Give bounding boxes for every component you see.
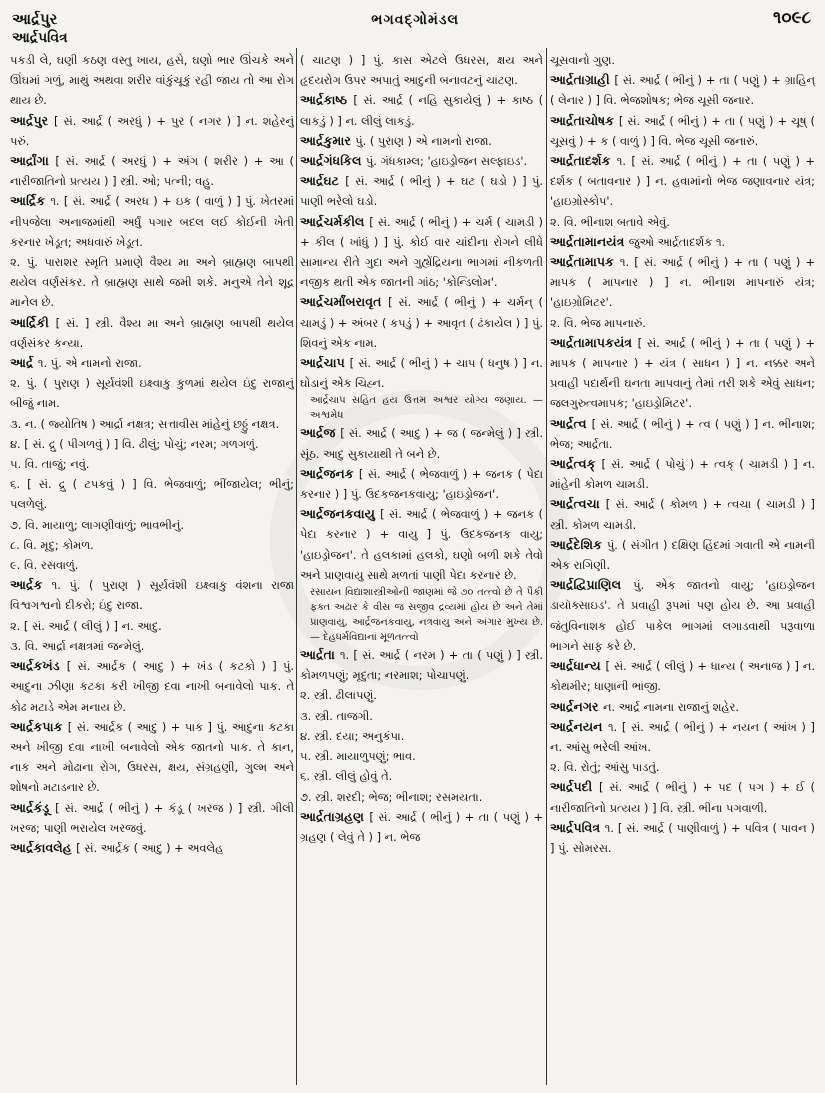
entry-headword: આર્દ્રતાગ્રાહી xyxy=(550,72,615,88)
entry-headword: આર્દ્રચાપ xyxy=(300,355,350,371)
entry-definition: [ સં. આર્દ્રક ( આદુ ) + પાક ] પું. આદુના કટકા અને ખીજી દવા નાખી બનાવેલો એક જાતનો પાક. તે કાન, નાક અને મોઢાના રોગ, ઉધરસ, ક્ષય, સંગ્રહણી, ગુલ્મ અને શોષનો મટાડનાર છે. xyxy=(10,719,294,795)
dictionary-entry xyxy=(300,131,543,151)
page-header xyxy=(12,6,811,28)
entry-definition: [ સં. આર્દ્ર ( ભીનું ) + કંડૂ ( ખરજ ) ] સ્ત્રી. ગીલી ખરજ; પાણી ભરાયેલ ખરજવું. xyxy=(10,800,294,835)
dictionary-entry xyxy=(550,232,815,252)
entry-headword: આર્દ્રકુમાર xyxy=(300,132,356,148)
dictionary-entry xyxy=(300,787,543,807)
entry-headword: આર્દ્રક xyxy=(10,577,52,593)
dictionary-entry xyxy=(300,504,543,585)
entry-definition: ચૂસવાનો ગુણ. xyxy=(550,53,616,67)
entry-definition: ( ચાટણ ) ] પું. કાસ એટલે ઉધરસ, ક્ષય અને હૃદયરોગ ઉપર અપાતું આદુની બનાવટનું ચાટણ. xyxy=(300,53,543,88)
dictionary-entry xyxy=(300,393,543,423)
dictionary-entry xyxy=(300,50,543,90)
entry-headword: આર્દ્રધાન્ય xyxy=(550,658,606,674)
dictionary-entry xyxy=(550,717,815,757)
dictionary-entry xyxy=(10,191,294,252)
entry-definition: ૧. પું. ( પુરાણ ) સૂર્યવંશી ઇક્ષ્વાકુ વંશના રાજા વિશ્વગશ્વનો દીકરો; ઇંદુ રાજા. xyxy=(10,578,294,613)
entry-definition: [ સં. આર્દ્ર ( અરધું ) + પુર ( નગર ) ] ન. શહેરનું પરું. xyxy=(10,113,294,148)
dictionary-entry xyxy=(10,616,294,636)
entry-definition: [ સં. આર્દ્ર ( ભીનું ) + તા ( પણું ) + ગ્રાહિન્ ( લેનાર ) ] વિ. ભેજશોષક; ભેજ ચૂસી જનાર. xyxy=(550,73,815,108)
dictionary-entry xyxy=(10,111,294,151)
entry-definition: જુઓ આર્દ્રતાદર્શક ૧. xyxy=(628,234,726,249)
entry-definition: ૧. [ સં. આર્દ્ર ( અરધ ) + ઇક ( વાળું ) ] પું. ખેતરમાં નીપજેલા અનાજમાંથી અર્ધું પગાર બદલ લઈ કોઈની ખેતી કરનાર ખેડૂત; અધવારું ખેડૂત. xyxy=(10,194,294,249)
dictionary-entry xyxy=(300,90,543,130)
entry-definition: [ સં. આર્દ્ર ( આદુ ) + જ ( જન્મેલું ) ] સ્ત્રી. સૂંઠ. આદુ સુકાયાથી તે બને છે. xyxy=(300,426,543,461)
entry-headword: આર્દ્રચર્મકીલ xyxy=(300,213,370,229)
entry-headword: આર્દ્રિક xyxy=(10,193,51,209)
dictionary-entry xyxy=(550,313,815,333)
dictionary-entry xyxy=(300,726,543,746)
entry-headword: આર્દ્રદેશિક xyxy=(550,536,607,552)
entry-definition: ૪. [ સં. દ્રુ ( પીગળવું ) ] વિ. ઢીલું; પોચું; નરમ; ગળગળું. xyxy=(10,436,259,451)
entry-definition: ૭. સ્ત્રી. શરદી; ભેજ; ભીનાશ; રસમયતા. xyxy=(300,789,483,804)
entry-headword: આર્દ્રપવિત્ર xyxy=(550,819,605,835)
entry-definition: [ સં. આર્દ્ર ( ભેજવાળું ) + જનક ( પેદા કરનાર ) ] પું. ઉદકજનકવાયુ; 'હાઇડ્રોજન'. xyxy=(300,466,543,502)
dictionary-entry xyxy=(10,535,294,555)
dictionary-entry xyxy=(550,494,815,534)
entry-definition: ૬. [ સં. દ્રુ ( ટપકવું ) ] વિ. ભેજવાળું; ભીંજાયેલ; ભીનું; પલળેલું. xyxy=(10,477,294,512)
entry-definition: ૧. [ સં. આર્દ્ર ( નરમ ) + તા ( પણું ) ] સ્ત્રી. કોમળપણું; મૃદુતા; નરમાશ; પોચાપણું. xyxy=(300,648,543,683)
dictionary-entry xyxy=(300,766,543,786)
entry-headword: આર્દ્રકાષ્ઠ xyxy=(300,92,354,108)
dictionary-entry xyxy=(10,555,294,575)
dictionary-entry xyxy=(550,454,815,494)
dictionary-entry xyxy=(550,818,815,858)
dictionary-entry xyxy=(550,656,815,696)
dictionary-entry xyxy=(550,333,815,414)
page-number: ૧૦૯૮ xyxy=(773,8,811,28)
dictionary-entry xyxy=(10,656,294,717)
entry-definition: ૨. [ સં. આર્દ્ર ( લીલું ) ] ન. આદુ. xyxy=(10,618,162,633)
entry-headword: આર્દ્રકંડૂ xyxy=(10,799,56,815)
dictionary-entry xyxy=(300,292,543,353)
column-2 xyxy=(300,50,543,1085)
dictionary-entry xyxy=(10,636,294,656)
entry-definition: [ સં. આર્દ્ર ( પોચું ) + ત્વક્ ( ચામડી ) ] ન. માંહેની કોમળ ચામડી. xyxy=(550,457,815,492)
dictionary-entry xyxy=(550,777,815,817)
entry-definition: ૨. સ્ત્રી. ઢીલાપણું. xyxy=(300,688,377,703)
column-3 xyxy=(550,50,815,1085)
entry-definition: ૭. વિ. માયાળુ; લાગણીવાળું; ભાવભીનું. xyxy=(10,517,184,532)
dictionary-entry xyxy=(300,685,543,705)
dictionary-entry xyxy=(300,807,543,847)
entry-definition: [ સં. આર્દ્રક ( આદુ ) + ખંડ ( કટકો ) ] પું. આદુના ઝીણા કટકા કરી ખીજી દવા નાખી બનાવેલો પાક. તે કોઢ મટાડે એમ મનાય છે. xyxy=(10,659,294,714)
entry-definition: ૫. સ્ત્રી. માયાળુપણું; ભાવ. xyxy=(300,749,416,764)
entry-definition: ૯. વિ. રસવાળું. xyxy=(10,558,79,573)
dictionary-entry xyxy=(300,464,543,504)
dictionary-entry xyxy=(10,515,294,535)
entry-headword: આર્દ્રતામાપકયંત્ર xyxy=(550,334,638,350)
entry-headword: આર્દ્રદ્વિપ્રાણિલ xyxy=(550,577,634,593)
entry-definition: પકડી લે, ઘણી કઠણ વસ્તુ ખાય, હસે, ઘણો ભાર ઊંચકે અને ઊંઘમાં ગળું, માથું અથવા શરીર વાંકુંચૂકું રહી જાય તો આ રોગ થાય છે. xyxy=(10,53,294,108)
entry-definition: ન. આર્દ્ર નામના રાજાનું શહેર. xyxy=(602,699,739,714)
entry-definition: પું. એક જાતનો વાયુ; 'હાઇડ્રોજન ડાયૉક્સાઇડ'. તે પ્રવાહી રૂપમાં પણ હોય છે. આ પ્રવાહી જંતુવિનાશક હોઈ પાકેલ ભાગમાં લગાડવાથી પરૂવાળા ભાગને સાફ કરે છે. xyxy=(550,578,815,653)
entry-headword: આર્દ્રજનક xyxy=(300,465,359,481)
entry-headword: આર્દ્રચર્માંબરાવૃત xyxy=(300,294,389,310)
dictionary-entry xyxy=(300,746,543,766)
dictionary-entry xyxy=(550,70,815,110)
dictionary-entry xyxy=(550,50,815,70)
dictionary-entry xyxy=(10,414,294,434)
entry-headword: આર્દ્રજ xyxy=(300,425,341,441)
entry-definition: [ સં. આર્દ્ર ( ભીનું ) + તા ( પણું ) + ચૂષ્ ( ચૂસવું ) + ક ( વાળું ) ] વિ. ભેજ ચૂસી જનારું. xyxy=(550,113,815,148)
header-book-title: ભગવદ્ગોમંડલ xyxy=(371,12,460,28)
entry-headword: આર્દ્રતામાનયંત્ર xyxy=(550,233,629,249)
entry-definition: ૨. વિ. ભીનાશ બતાવે એવું. xyxy=(550,214,670,229)
dictionary-entry xyxy=(10,373,294,413)
entry-definition: [ સં. આર્દ્ર ( ભીનું ) + પદ ( પગ ) + ઈ ( નારીજાતિનો પ્રત્યય ) ] વિ. સ્ત્રી. ભીના પગવાળી. xyxy=(550,780,815,815)
entry-definition: ૫. વિ. તાજું; નવું. xyxy=(10,457,90,472)
entry-definition: પું. ( સંગીત ) દક્ષિણ હિંદમાં ગવાતી એ નામની એક રાગિણી. xyxy=(550,537,815,573)
entry-headword: આર્દ્રનગર xyxy=(550,698,603,714)
entry-definition: [ સં. ] સ્ત્રી. વૈશ્ય મા અને બ્રાહ્મણ બાપથી થયેલ વર્ણસંકર કન્યા. xyxy=(10,315,294,350)
entry-definition: [ સં. આર્દ્ર ( ભીનું ) + ચાપ ( ધનુષ ) ] ન. ઘોડાનું એક ચિહ્ન. xyxy=(300,356,543,391)
entry-definition: [ સં. આર્દ્ર ( ભીનું ) + ચર્મન્ ( ચામડું ) + અંબર ( કપડું ) + આવૃત ( ઢંકાયેલ ) ] પું. શિવનું એક નામ. xyxy=(300,295,543,350)
dictionary-entry xyxy=(10,434,294,454)
dictionary-entry xyxy=(550,414,815,454)
entry-headword: આર્દ્રગંધકિલ xyxy=(300,153,366,169)
entry-headword: આર્દ્રતામાપક xyxy=(550,254,620,270)
entry-definition: [ સં. આર્દ્ર ( નહિ સુકાયેલું ) + કાષ્ઠ ( લાકડું ) ] ન. લીલું લાકડું. xyxy=(300,93,543,128)
dictionary-entry xyxy=(550,151,815,212)
entry-definition: ૧. [ સં. આર્દ્ર ( ભીનું ) + તા ( પણું ) + માપક ( માપનાર ) ] ન. ભીનાશ માપનારું યંત્ર; 'હાઇગ્રોમિટર'. xyxy=(550,255,815,310)
entry-definition: ૧. [ સં. આર્દ્ર ( પાણીવાળું ) + પવિત્ર ( પાવન ) ] પું. સોમરસ. xyxy=(550,820,815,855)
dictionary-entry xyxy=(10,717,294,798)
dictionary-entry xyxy=(300,706,543,726)
entry-headword: આર્દ્રકખંડ xyxy=(10,658,67,674)
entry-headword: આર્દ્રતાચોષક xyxy=(550,112,619,128)
dictionary-entry xyxy=(10,454,294,474)
dictionary-entry xyxy=(10,353,294,373)
entry-definition: [ સં. આર્દ્ર ( કોમળ ) + ત્વચા ( ચામડી ) ] સ્ત્રી. કોમળ ચામડી. xyxy=(550,497,815,532)
header-left-guide-word: આર્દ્રપુર xyxy=(12,10,58,28)
entry-definition: [ સં. આર્દ્ર ( ભીનું ) + તા ( પણું ) + માપક ( માપનાર ) + યંત્ર ( સાધન ) ] ન. નક્કર અને પ્રવાહી પદાર્થની ઘનતા માપવાનું તેમાં તરી શકે એવું સાધન; જલગુરુત્વમાપક; 'હાઇડ્રોમિટર'. xyxy=(550,335,815,411)
dictionary-entry xyxy=(550,575,815,656)
entry-definition: ૨. વિ. રોતું; આંસુ પાડતું. xyxy=(550,760,660,775)
entry-headword: આર્દ્રપુર xyxy=(10,112,54,128)
dictionary-entry xyxy=(550,535,815,575)
dictionary-entry xyxy=(550,212,815,232)
column-divider xyxy=(546,48,547,1085)
entry-headword: આર્દ્રજનકવાયુ xyxy=(300,506,381,522)
entry-definition: ૧. [ સં. આર્દ્ર ( ભીનું ) + નયન ( આંખ ) ] ન. આંસુ ભરેલી આંખ. xyxy=(550,719,815,754)
entry-definition: [ સં. આર્દ્ર ( ભીનું ) + ઘટ ( ઘડો ) ] પું. પાણી ભરેલો ઘડો. xyxy=(300,174,543,209)
dictionary-entry xyxy=(10,474,294,514)
entry-definition: [ સં. આર્દ્રક ( આદુ ) + અવલેહ xyxy=(76,840,224,855)
dictionary-entry xyxy=(10,252,294,313)
entry-definition: પું. ( પુરાણ ) એ નામનો રાજા. xyxy=(355,133,492,148)
entry-definition: [ સં. આર્દ્ર ( ભીનું ) + ચર્મ ( ચામડી ) + કીલ ( ખાંધું ) ] પું. કોઈ વાર ચાંદીના રોગને લીધે સામાન્ય રીતે ગુદા અને ગુહ્યેંદ્રિયના ભાગમાં નીકળતી નજીક થતી એક જાતની ગાંઠ; 'કોન્ડિલોમ'. xyxy=(300,214,543,290)
dictionary-entry xyxy=(300,212,543,293)
entry-definition: ૩. ન. ( જ્યોતિષ ) આર્દ્રા નક્ષત્ર; સત્તાવીસ માંહેનું છઠ્ઠું નક્ષત્ર. xyxy=(10,416,280,431)
entry-headword: આર્દ્રઘટ xyxy=(300,173,346,189)
entry-definition: ૨. પું. પારાશર સ્મૃતિ પ્રમાણે વૈશ્ય મા અને બ્રાહ્મણ બાપથી થયેલ વર્ણસંકર. તે બ્રાહ્મણ સાથે જમી શકે. મનુએ તેને શૂદ્ર માનેલ છે. xyxy=(10,255,294,310)
entry-headword: આર્દ્રિકી xyxy=(10,314,56,330)
dictionary-entry xyxy=(300,645,543,685)
dictionary-entry xyxy=(300,423,543,463)
entry-definition: [ સં. આર્દ્ર ( ભીનું ) + તા ( પણું ) + ગ્રહણ ( લેવું તે ) ] ન. ભેજ xyxy=(300,809,543,844)
entry-headword: આર્દ્રત્વચા xyxy=(550,496,606,512)
dictionary-entry xyxy=(550,111,815,151)
entry-definition: [ સં. આર્દ્ર ( અરધું ) + અંગ ( શરીર ) + આ ( નારીજાતિનો પ્રત્યય ) ] સ્ત્રી. ઓ; પત્ની; વહુ. xyxy=(10,154,294,189)
dictionary-entry xyxy=(550,697,815,717)
entry-headword: આર્દ્રપદી xyxy=(550,779,599,795)
dictionary-entry xyxy=(300,353,543,393)
dictionary-entry xyxy=(10,50,294,111)
entry-definition: ૪. સ્ત્રી. દયા; અનુકંપા. xyxy=(300,728,405,743)
entry-definition: [ સં. આર્દ્ર ( લીલું ) + ધાન્ય ( અનાજ ) ] ન. કોથમીર; ધાણાની ભાજી. xyxy=(550,659,815,694)
entry-headword: આર્દ્રત્વ xyxy=(550,415,592,431)
entry-definition: ૨. વિ. ભેજ માપનારું. xyxy=(550,315,646,330)
entry-definition: ૩. વિ. આર્દ્રા નક્ષત્રમાં જન્મેલું. xyxy=(10,638,145,653)
entry-definition: ૩. સ્ત્રી. તાજગી. xyxy=(300,708,373,723)
entry-definition: [ સં. આર્દ્ર ( ભેજવાળું ) + જનક ( પેદા કરનાર ) + વાયુ ] પું. ઉદકજનક વાયુ; 'હાઇડ્રોજન'. તે હલકામાં હલકો, ઘણો બળી શકે તેવો અને પ્રાણવાયુ સાથે મળતાં પાણી પેદા કરનાર છે. xyxy=(300,507,543,582)
dictionary-entry xyxy=(300,171,543,211)
dictionary-entry xyxy=(10,313,294,353)
dictionary-entry xyxy=(10,798,294,838)
dictionary-entry xyxy=(300,151,543,171)
entry-headword: આર્દ્રાંગા xyxy=(10,153,56,169)
dictionary-entry xyxy=(10,838,294,858)
entry-definition: ૧. પું. એ નામનો રાજા. xyxy=(37,356,142,371)
entry-quotation: આર્દ્રચાપ સહિત હય ઉત્તમ અશ્વર યોગ્ય જણાય. — અશ્વમેધ xyxy=(310,395,543,422)
dictionary-entry xyxy=(550,757,815,777)
entry-headword: આર્દ્રકપાક xyxy=(10,718,68,734)
entry-headword: આર્દ્રત્વક્ xyxy=(550,456,602,472)
entry-headword: આર્દ્રતા xyxy=(300,647,340,663)
entry-definition: ૨. પું. ( પુરાણ ) સૂર્યવંશી ઇક્ષ્વાકુ કુળમાં થયેલ ઇંદુ રાજાનું બીજું નામ. xyxy=(10,376,294,411)
entry-headword: આર્દ્રનયન xyxy=(550,718,609,734)
column-1 xyxy=(10,50,294,1085)
entry-definition: પું. ગંધકામ્લ; 'હાઇડ્રોજન સલ્ફાઇડ'. xyxy=(365,154,528,169)
entry-definition: ૬. સ્ત્રી. લીલું હોવું તે. xyxy=(300,769,393,784)
entry-definition: [ સં. આર્દ્ર ( ભીનું ) + ત્વ ( પણું ) ] ન. ભીનાશ; ભેજ; આર્દ્રતા. xyxy=(550,416,815,451)
entry-definition: ૧. [ સં. આર્દ્ર ( ભીનું ) + તા ( પણું ) + દર્શક ( બતાવનાર ) ] ન. હવામાંનો ભેજ જણાવનાર યંત્ર; 'હાઇગ્રોસ્કોપ'. xyxy=(550,154,815,209)
entry-headword: આર્દ્રતાદર્શક xyxy=(550,153,617,169)
entry-headword: આર્દ્રકાવલેહ xyxy=(10,839,77,855)
entry-headword: આર્દ્રતાગ્રહણ xyxy=(300,808,370,824)
dictionary-entry xyxy=(300,585,543,645)
entry-headword: આર્દ્ર xyxy=(10,355,38,371)
entry-definition: ૮. વિ. મૃદુ; કોમળ. xyxy=(10,537,94,552)
dictionary-entry xyxy=(10,151,294,191)
column-divider xyxy=(296,48,297,1085)
dictionary-entry xyxy=(10,575,294,615)
entry-quotation: રસાયન વિદ્યાશાસ્ત્રીઓની જાણમાં જે ૭૦ તત્ત્વો છે તે પૈકી ફક્ત અઢાર કે વીસ જ સજીવ દ્રવ્યમાં હોય છે અને તેમાં પ્રાણવાયુ, આર્દ્રજનકવાયુ, નત્રવાયુ અને અંગાર મુખ્ય છે. — દેહધર્મવિદ્યાનાં મૂળતત્ત્વો xyxy=(310,587,543,644)
header-subheading: આર્દ્રપવિત્ર xyxy=(12,30,68,46)
dictionary-entry xyxy=(550,252,815,313)
